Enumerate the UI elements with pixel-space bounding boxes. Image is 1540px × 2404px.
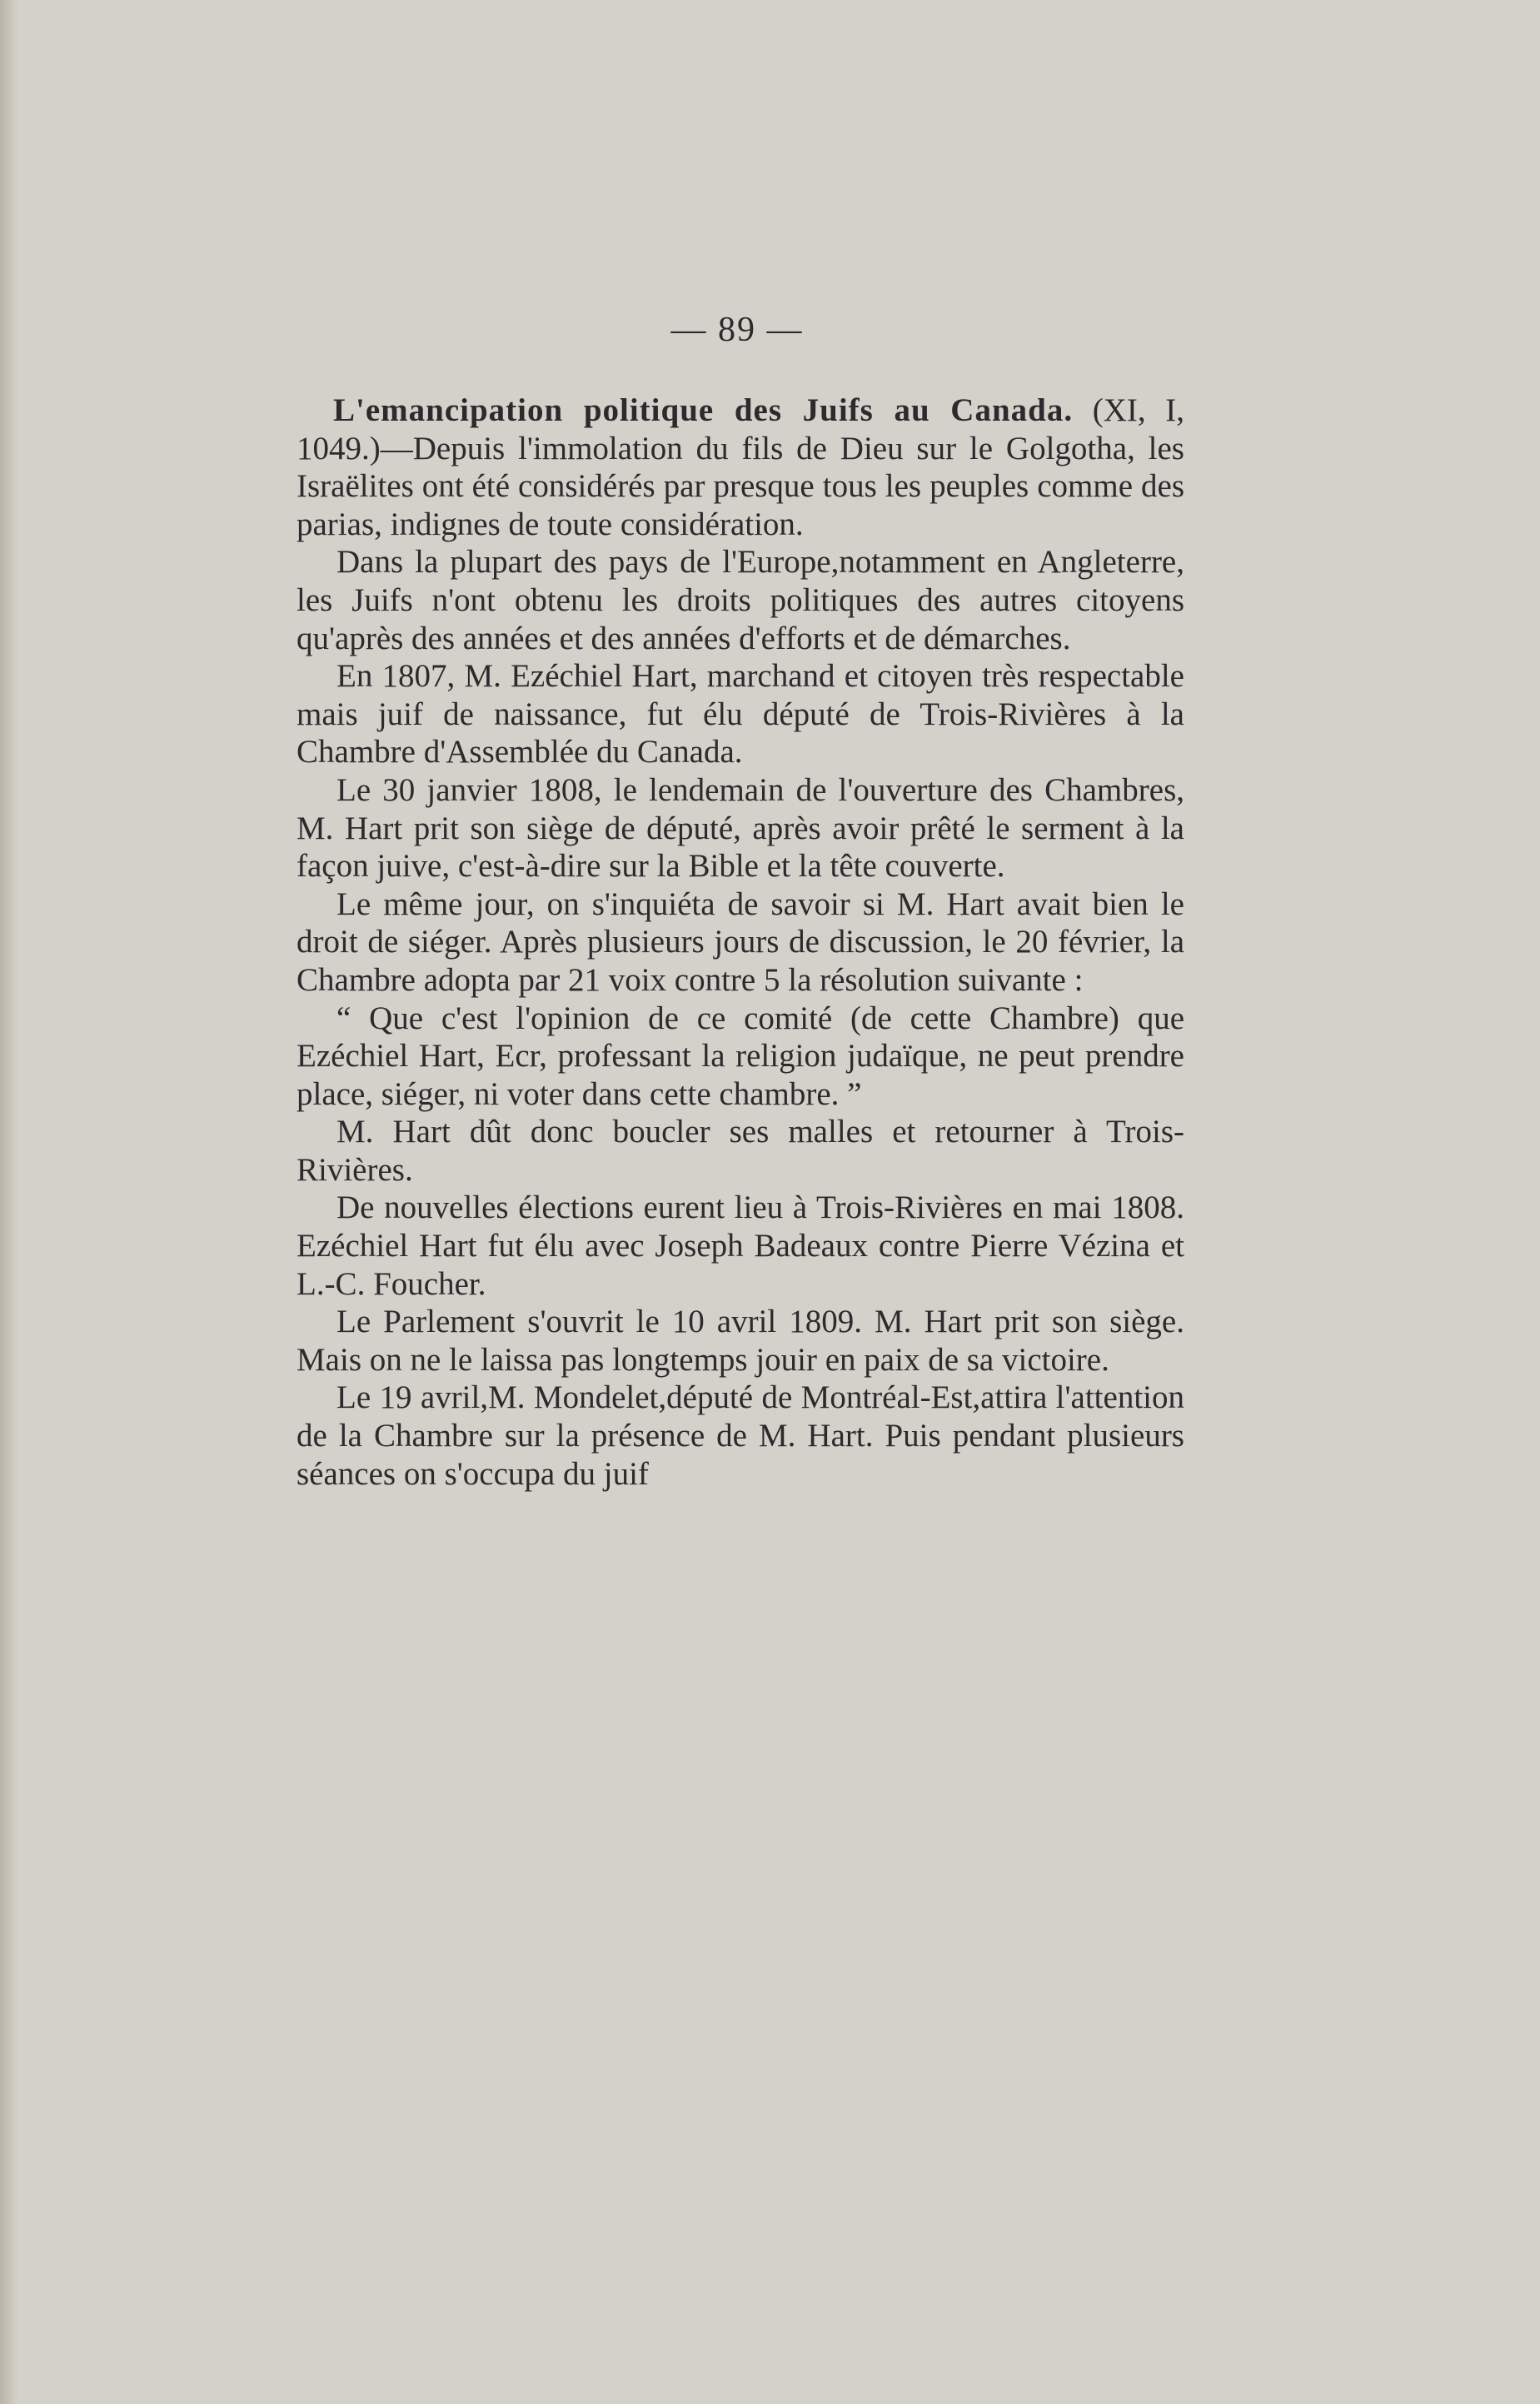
article-title: L'emancipation politique des Juifs au Canada. <box>333 392 1074 428</box>
paragraph: Le Parlement s'ouvrit le 10 avril 1809. M. Hart prit son siège. Mais on ne le laissa pas longtemps jouir en paix de sa victoire. <box>297 1304 1184 1378</box>
paragraph: Le même jour, on s'inquiéta de savoir si M. Hart avait bien le droit de siéger. Après plusieurs jours de discussion, le 20 février, la Chambre adopta par 21 voix contre 5 la résolution suivante : <box>297 885 1184 998</box>
page-number: — 89 — <box>670 311 804 349</box>
paragraph: Dans la plupart des pays de l'Europe,notamment en Angleterre, les Juifs n'ont obtenu les droits politiques des autres citoyens qu'après des années et des années d'efforts et de démarches. <box>297 544 1184 656</box>
page-edge <box>0 0 18 2404</box>
paragraph: En 1807, M. Ezéchiel Hart, marchand et citoyen très respectable mais juif de naissance, fut élu député de Trois-Rivières à la Chambre d'Assemblée du Canada. <box>297 658 1184 771</box>
article-intro-text: (XI, I, 1049.)—Depuis l'immolation du fils de Dieu sur le Golgotha, les Israëlites ont été considérés par presque tous les peuples comme des parias, indignes de toute considération. <box>297 392 1184 542</box>
paragraph: Le 19 avril,M. Mondelet,député de Montréal-Est,attira l'attention de la Chambre sur la présence de M. Hart. Puis pendant plusieurs séances on s'occupa du juif <box>297 1379 1184 1492</box>
article-intro-paragraph <box>297 392 1184 543</box>
paragraph: Le 30 janvier 1808, le lendemain de l'ouverture des Chambres, M. Hart prit son siège de député, après avoir prêté le serment à la façon juive, c'est-à-dire sur la Bible et la tête couverte. <box>297 771 1184 885</box>
article-body <box>297 392 1184 1493</box>
paragraph: De nouvelles élections eurent lieu à Trois-Rivières en mai 1808. Ezéchiel Hart fut élu avec Joseph Badeaux contre Pierre Vézina et L.-C. Foucher. <box>297 1190 1184 1302</box>
quoted-resolution: “ Que c'est l'opinion de ce comité (de cette Chambre) que Ezéchiel Hart, Ecr, professant la religion judaïque, ne peut prendre place, siéger, ni voter dans cette chambre. ” <box>297 1000 1184 1112</box>
paragraph: M. Hart dût donc boucler ses malles et retourner à Trois-Rivières. <box>297 1114 1184 1188</box>
